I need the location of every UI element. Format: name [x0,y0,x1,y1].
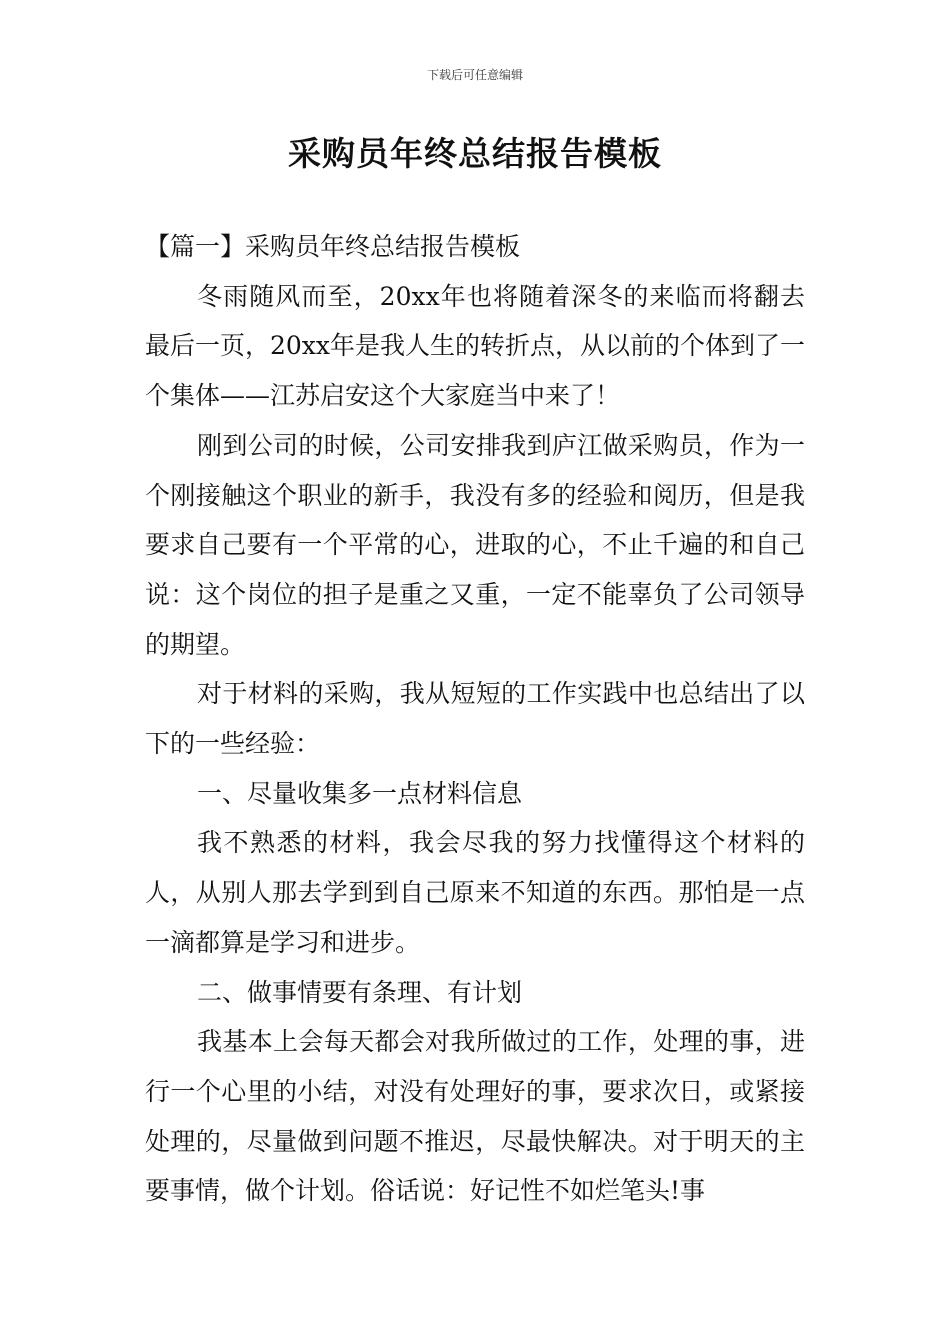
paragraph: 冬雨随风而至，20xx年也将随着深冬的来临而将翻去最后一页，20xx年是我人生的转折点，从以前的个体到了一个集体——江苏启安这个大家庭当中来了！ [145,281,806,411]
paragraph: 刚到公司的时候，公司安排我到庐江做采购员，作为一个刚接触这个职业的新手，我没有多的经验和阅历，但是我要求自己要有一个平常的心，进取的心，不止千遍的和自己说：这个岗位的担子是重之又重，一定不能辜负了公司领导的期望。 [145,430,805,659]
paragraph: 对于材料的采购，我从短短的工作实践中也总结出了以下的一些经验： [145,679,805,759]
paragraph: 我基本上会每天都会对我所做过的工作，处理的事，进行一个心里的小结，对没有处理好的事，要求次日，或紧接处理的，尽量做到问题不推迟，尽最快解决。对于明天的主要事情，做个计划。俗话说：好记性不如烂笔头!事 [145,1027,805,1206]
subheading: 二、做事情要有条理、有计划 [197,977,523,1007]
subheading: 一、尽量收集多一点材料信息 [197,778,523,808]
section-heading: 【篇一】采购员年终总结报告模板 [145,232,521,261]
document-body [145,222,805,1216]
document-title: 采购员年终总结报告模板 [288,134,662,173]
paragraph: 我不熟悉的材料，我会尽我的努力找懂得这个材料的人，从别人那去学到到自己原来不知道的东西。那怕是一点一滴都算是学习和进步。 [145,828,805,957]
page-header-note: 下载后可任意编辑 [426,68,523,82]
